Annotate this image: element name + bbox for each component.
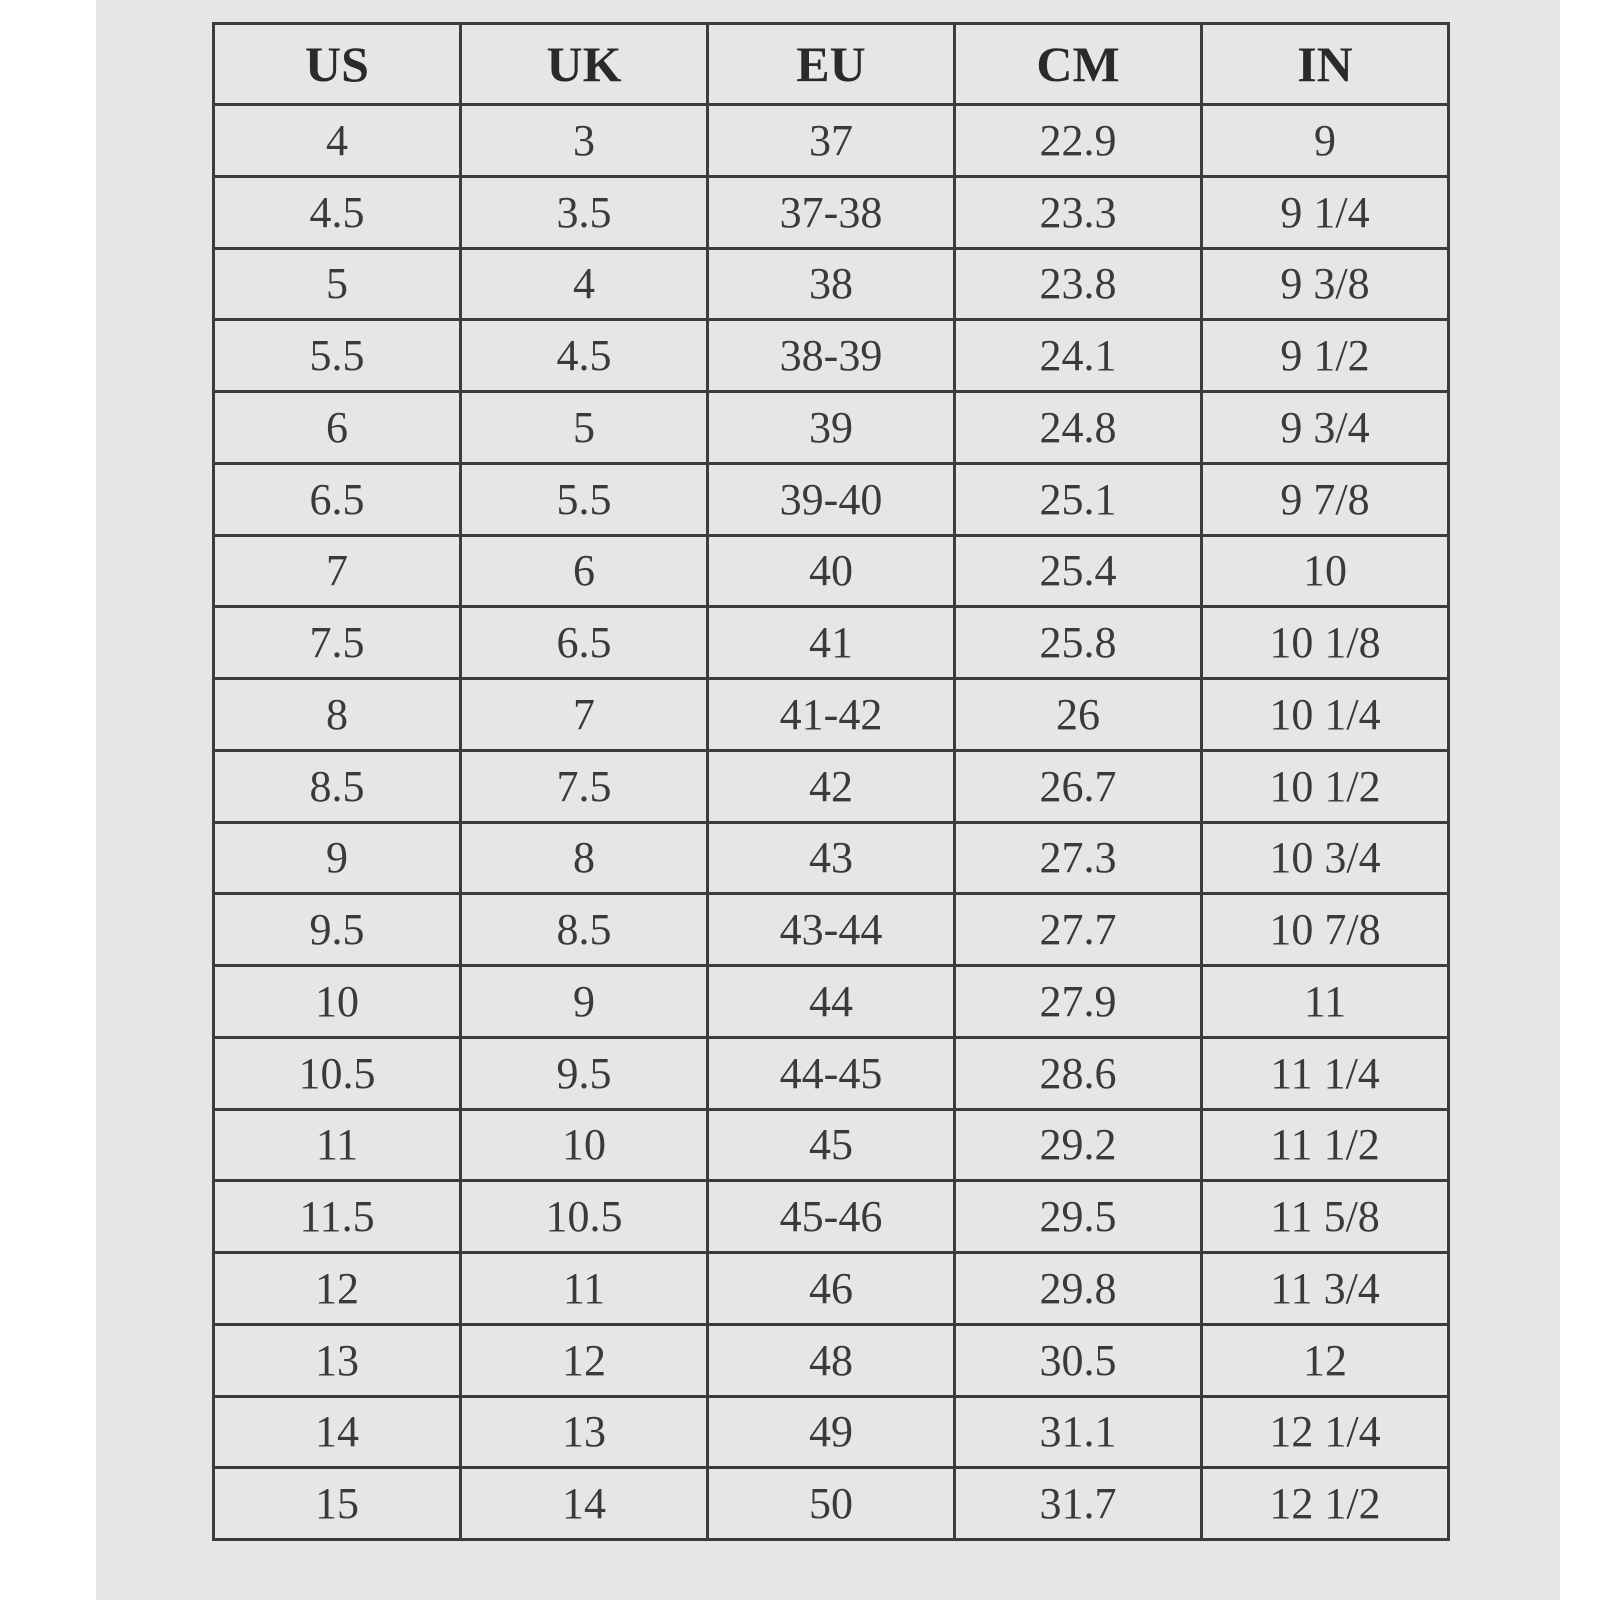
size-chart-table [212, 22, 1450, 1541]
cell-in: 11 1/2 [1202, 1109, 1449, 1181]
cell-cm: 27.9 [955, 966, 1202, 1038]
table-row [214, 1181, 1449, 1253]
cell-cm: 29.2 [955, 1109, 1202, 1181]
cell-us: 14 [214, 1396, 461, 1468]
table-row [214, 1109, 1449, 1181]
cell-cm: 24.1 [955, 320, 1202, 392]
cell-in: 9 3/8 [1202, 248, 1449, 320]
cell-cm: 23.3 [955, 176, 1202, 248]
cell-eu: 48 [708, 1324, 955, 1396]
cell-us: 6.5 [214, 463, 461, 535]
table-row [214, 894, 1449, 966]
table-row [214, 320, 1449, 392]
cell-uk: 3.5 [461, 176, 708, 248]
cell-us: 11.5 [214, 1181, 461, 1253]
table-row [214, 1324, 1449, 1396]
column-header-us: US [214, 24, 461, 105]
cell-cm: 26 [955, 679, 1202, 751]
cell-eu: 44-45 [708, 1037, 955, 1109]
cell-uk: 3 [461, 105, 708, 177]
cell-in: 10 [1202, 535, 1449, 607]
cell-eu: 43 [708, 822, 955, 894]
table-row [214, 966, 1449, 1038]
cell-eu: 38 [708, 248, 955, 320]
cell-cm: 31.7 [955, 1468, 1202, 1540]
cell-uk: 14 [461, 1468, 708, 1540]
cell-in: 9 1/4 [1202, 176, 1449, 248]
cell-in: 9 3/4 [1202, 392, 1449, 464]
cell-us: 8 [214, 679, 461, 751]
cell-us: 7 [214, 535, 461, 607]
cell-in: 10 7/8 [1202, 894, 1449, 966]
cell-us: 7.5 [214, 607, 461, 679]
cell-cm: 31.1 [955, 1396, 1202, 1468]
cell-us: 6 [214, 392, 461, 464]
cell-eu: 45 [708, 1109, 955, 1181]
cell-us: 4.5 [214, 176, 461, 248]
cell-us: 10.5 [214, 1037, 461, 1109]
cell-in: 10 3/4 [1202, 822, 1449, 894]
cell-eu: 49 [708, 1396, 955, 1468]
table-row [214, 1253, 1449, 1325]
cell-in: 11 1/4 [1202, 1037, 1449, 1109]
cell-eu: 42 [708, 750, 955, 822]
cell-cm: 24.8 [955, 392, 1202, 464]
cell-cm: 23.8 [955, 248, 1202, 320]
cell-cm: 29.5 [955, 1181, 1202, 1253]
cell-eu: 50 [708, 1468, 955, 1540]
table-header [214, 24, 1449, 105]
cell-us: 5.5 [214, 320, 461, 392]
cell-eu: 38-39 [708, 320, 955, 392]
cell-cm: 26.7 [955, 750, 1202, 822]
cell-in: 11 3/4 [1202, 1253, 1449, 1325]
table-row [214, 105, 1449, 177]
table-row [214, 822, 1449, 894]
cell-uk: 12 [461, 1324, 708, 1396]
cell-uk: 8.5 [461, 894, 708, 966]
cell-cm: 22.9 [955, 105, 1202, 177]
cell-in: 10 1/8 [1202, 607, 1449, 679]
cell-in: 12 [1202, 1324, 1449, 1396]
column-header-uk: UK [461, 24, 708, 105]
cell-in: 12 1/2 [1202, 1468, 1449, 1540]
cell-eu: 41-42 [708, 679, 955, 751]
cell-uk: 9 [461, 966, 708, 1038]
cell-in: 9 [1202, 105, 1449, 177]
cell-eu: 41 [708, 607, 955, 679]
cell-uk: 13 [461, 1396, 708, 1468]
cell-cm: 28.6 [955, 1037, 1202, 1109]
column-header-cm: CM [955, 24, 1202, 105]
table-row [214, 1396, 1449, 1468]
cell-us: 9 [214, 822, 461, 894]
cell-uk: 10 [461, 1109, 708, 1181]
cell-in: 11 [1202, 966, 1449, 1038]
cell-us: 12 [214, 1253, 461, 1325]
cell-us: 5 [214, 248, 461, 320]
cell-cm: 27.7 [955, 894, 1202, 966]
column-header-eu: EU [708, 24, 955, 105]
table-row [214, 750, 1449, 822]
table-body [214, 105, 1449, 1540]
table-row [214, 535, 1449, 607]
cell-uk: 8 [461, 822, 708, 894]
cell-uk: 4 [461, 248, 708, 320]
cell-us: 8.5 [214, 750, 461, 822]
cell-in: 9 1/2 [1202, 320, 1449, 392]
cell-uk: 11 [461, 1253, 708, 1325]
table-row [214, 679, 1449, 751]
cell-cm: 25.8 [955, 607, 1202, 679]
cell-in: 11 5/8 [1202, 1181, 1449, 1253]
cell-eu: 39-40 [708, 463, 955, 535]
table-row [214, 1037, 1449, 1109]
cell-in: 10 1/2 [1202, 750, 1449, 822]
cell-eu: 39 [708, 392, 955, 464]
cell-uk: 4.5 [461, 320, 708, 392]
cell-uk: 5.5 [461, 463, 708, 535]
cell-eu: 40 [708, 535, 955, 607]
cell-cm: 29.8 [955, 1253, 1202, 1325]
cell-eu: 37-38 [708, 176, 955, 248]
cell-us: 9.5 [214, 894, 461, 966]
table-row [214, 607, 1449, 679]
cell-eu: 46 [708, 1253, 955, 1325]
cell-us: 15 [214, 1468, 461, 1540]
cell-uk: 10.5 [461, 1181, 708, 1253]
cell-in: 12 1/4 [1202, 1396, 1449, 1468]
cell-us: 10 [214, 966, 461, 1038]
cell-cm: 30.5 [955, 1324, 1202, 1396]
cell-cm: 25.4 [955, 535, 1202, 607]
column-header-in: IN [1202, 24, 1449, 105]
cell-cm: 27.3 [955, 822, 1202, 894]
table-row [214, 248, 1449, 320]
cell-us: 13 [214, 1324, 461, 1396]
cell-eu: 44 [708, 966, 955, 1038]
cell-in: 10 1/4 [1202, 679, 1449, 751]
table-row [214, 176, 1449, 248]
cell-us: 4 [214, 105, 461, 177]
cell-uk: 6.5 [461, 607, 708, 679]
cell-uk: 6 [461, 535, 708, 607]
cell-us: 11 [214, 1109, 461, 1181]
cell-cm: 25.1 [955, 463, 1202, 535]
table-row [214, 463, 1449, 535]
cell-eu: 37 [708, 105, 955, 177]
table-row [214, 1468, 1449, 1540]
cell-uk: 7.5 [461, 750, 708, 822]
cell-eu: 43-44 [708, 894, 955, 966]
cell-in: 9 7/8 [1202, 463, 1449, 535]
cell-uk: 9.5 [461, 1037, 708, 1109]
header-row [214, 24, 1449, 105]
table-row [214, 392, 1449, 464]
cell-uk: 7 [461, 679, 708, 751]
cell-uk: 5 [461, 392, 708, 464]
cell-eu: 45-46 [708, 1181, 955, 1253]
